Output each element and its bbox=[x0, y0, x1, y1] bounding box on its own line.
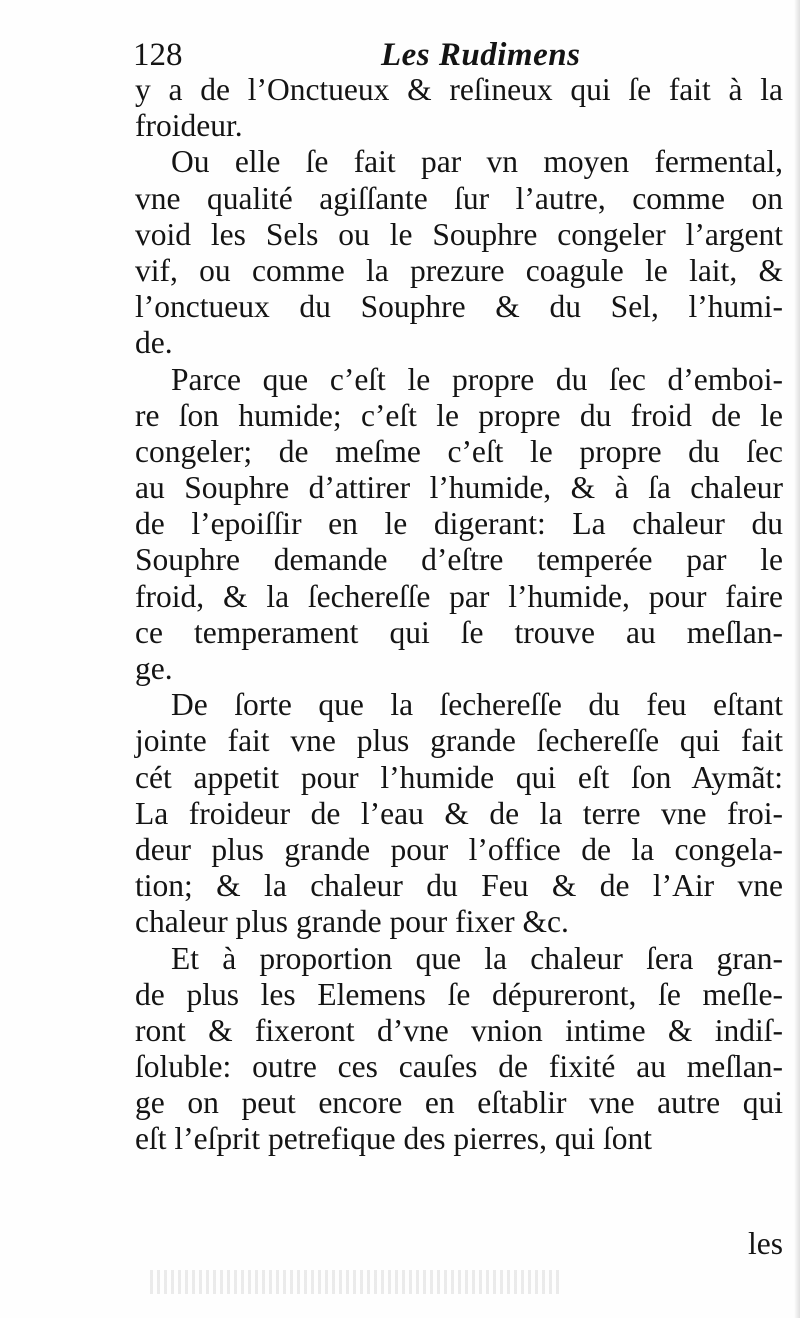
text-line: ge. bbox=[135, 651, 173, 686]
text-line: jointe fait vne plus grande ſechereſſe qui fait bbox=[135, 723, 783, 759]
text-line: Ou elle ſe fait par vn moyen fermental, bbox=[171, 144, 783, 180]
text-line: ge on peut encore en eſtablir vne autre qui bbox=[135, 1085, 783, 1121]
text-line: froideur. bbox=[135, 108, 243, 144]
page-number: 128 bbox=[133, 37, 183, 73]
text-line: de plus les Elemens ſe dépureront, ſe meſle- bbox=[135, 976, 783, 1012]
paragraph bbox=[135, 72, 795, 144]
text-line: ſoluble: outre ces cauſes de fixité au meſlan- bbox=[135, 1049, 783, 1085]
paragraph bbox=[135, 362, 795, 688]
text-line: tion; & la chaleur du Feu & de l’Air vne bbox=[135, 868, 783, 904]
text-line: chaleur plus grande pour fixer &c. bbox=[135, 904, 569, 940]
paragraph bbox=[135, 687, 795, 940]
text-line: congeler; de meſme c’eſt le propre du ſec bbox=[135, 433, 783, 469]
page-header bbox=[133, 34, 773, 76]
catchword-row bbox=[135, 1226, 783, 1262]
page-edge-shadow bbox=[794, 0, 800, 1318]
text-line: eſt l’eſprit petrefique des pierres, qui ſont bbox=[135, 1121, 652, 1157]
catchword: les bbox=[748, 1226, 783, 1261]
text-line: vne qualité agiſſante ſur l’autre, comme on bbox=[135, 180, 783, 216]
text-line: au Souphre d’attirer l’humide, & à ſa chaleur bbox=[135, 470, 783, 506]
running-head: Les Rudimens bbox=[381, 37, 581, 73]
text-line: froid, & la ſechereſſe par l’humide, pour faire bbox=[135, 578, 783, 614]
show-through-ink bbox=[150, 1270, 560, 1294]
text-line: Souphre demande d’eſtre temperée par le bbox=[135, 542, 783, 578]
text-line: La froideur de l’eau & de la terre vne froi- bbox=[135, 795, 783, 831]
text-line: De ſorte que la ſechereſſe du feu eſtant bbox=[171, 687, 783, 723]
text-line: de l’epoiſſir en le digerant: La chaleur du bbox=[135, 506, 783, 542]
text-line: l’onctueux du Souphre & du Sel, l’humi- bbox=[135, 289, 783, 325]
text-line: vif, ou comme la prezure coagule le lait, & bbox=[135, 252, 783, 288]
text-line: Parce que c’eſt le propre du ſec d’emboi- bbox=[171, 361, 783, 397]
text-line: deur plus grande pour l’office de la congela- bbox=[135, 831, 783, 867]
paragraph bbox=[135, 144, 795, 361]
text-line: ce temperament qui ſe trouve au meſlan- bbox=[135, 614, 783, 650]
text-body bbox=[135, 72, 795, 1158]
text-line: ront & fixeront d’vne vnion intime & indiſ- bbox=[135, 1012, 783, 1048]
text-line: y a de l’Onctueux & reſineux qui ſe fait à la bbox=[135, 72, 783, 107]
text-line: de. bbox=[135, 325, 173, 361]
text-line: re ſon humide; c’eſt le propre du froid de le bbox=[135, 397, 783, 433]
text-line: cét appetit pour l’humide qui eſt ſon Aymãt: bbox=[135, 759, 783, 795]
text-line: Et à proportion que la chaleur ſera gran- bbox=[171, 940, 783, 976]
text-line: void les Sels ou le Souphre congeler l’argent bbox=[135, 216, 783, 252]
paragraph bbox=[135, 941, 795, 1158]
